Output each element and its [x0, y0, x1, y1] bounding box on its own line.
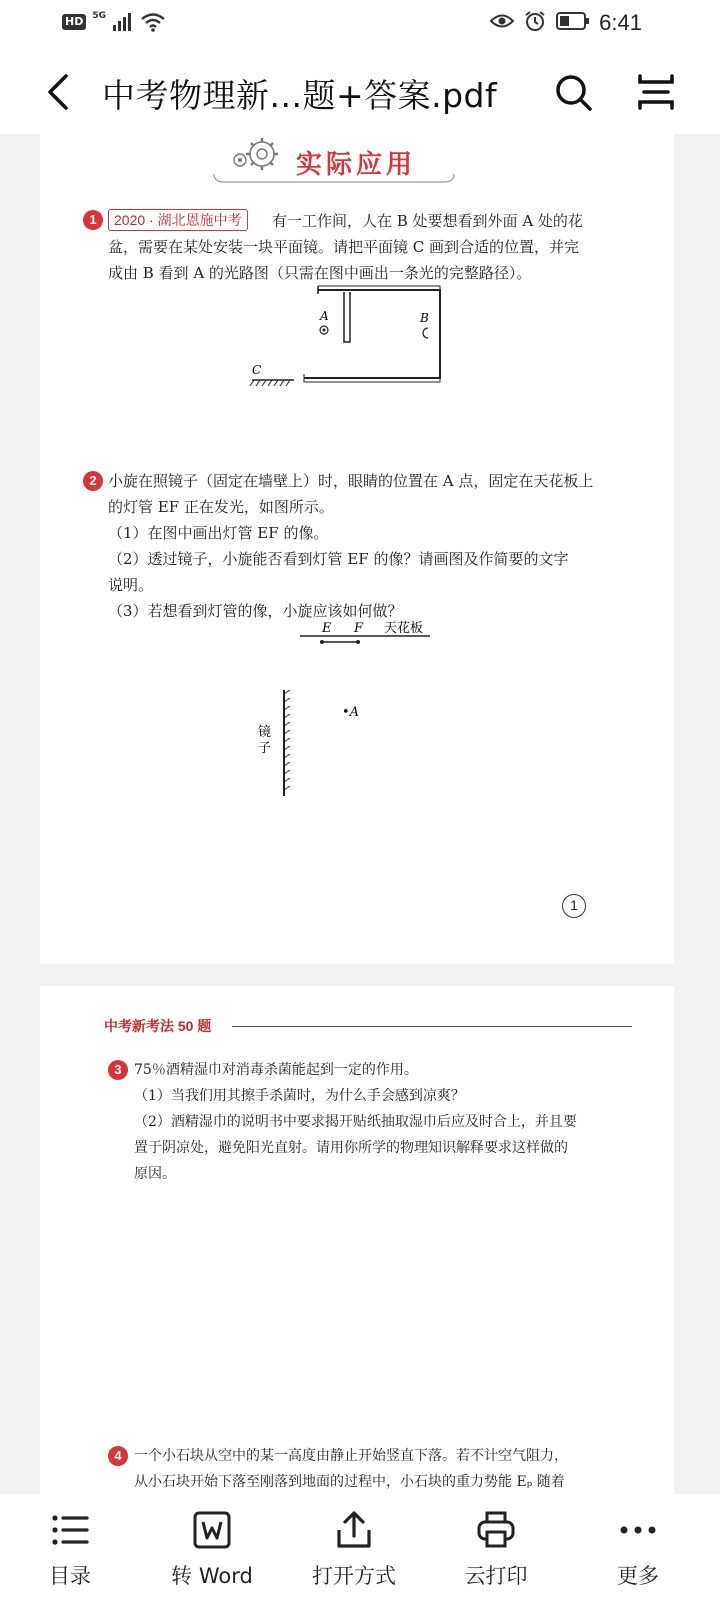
status-time: 6:41 [599, 10, 642, 35]
back-button[interactable] [40, 70, 80, 114]
pdf-page-1 [40, 134, 674, 964]
word-convert-icon [192, 1510, 232, 1550]
question-2-line-5: 说明。 [108, 576, 154, 594]
figure-label-eye-a: •A [342, 705, 360, 720]
figure-label-b: B [420, 311, 429, 325]
toolbar-convert-word-button[interactable] [152, 1494, 272, 1600]
question-2-line-4: （2）透过镜子，小旋能否看到灯管 EF 的像？请画图及作简要的文字 [108, 550, 569, 568]
question-3-line-4: 置于阴凉处，避免阳光直射。请用你所学的物理知识解释要求这样做的 [134, 1140, 568, 1156]
toolbar-contents-button[interactable] [10, 1494, 130, 1600]
question-2-line-3: （1）在图中画出灯管 EF 的像。 [108, 524, 329, 542]
toolbar-open-with-label: 打开方式 [312, 1564, 396, 1588]
question-4-line-1: 一个小石块从空中的某一高度由静止开始竖直下落。若不计空气阻力， [134, 1448, 568, 1464]
list-icon [50, 1510, 90, 1550]
question-1-figure [240, 282, 450, 392]
wifi-icon [140, 12, 166, 32]
figure-label-ceiling: 天花板 [384, 621, 424, 636]
status-right [490, 10, 590, 32]
figure-label-mirror-top: 镜 [258, 725, 272, 740]
series-title: 中考新考法 50 题 [104, 1018, 212, 1034]
question-1-line-3: 成由 B 看到 A 的光路图（只需在图中画出一条光的完整路径）。 [108, 264, 532, 282]
status-left [62, 12, 166, 32]
question-2-figure [250, 614, 450, 804]
toolbar-cloud-print-label: 云打印 [464, 1564, 528, 1588]
search-icon[interactable] [553, 72, 593, 112]
question-4-line-2: 从小石块开始下落至刚落到地面的过程中，小石块的重力势能 Eₚ 随着 [134, 1474, 565, 1490]
toolbar-cloud-print-button[interactable] [436, 1494, 556, 1600]
hd-badge: HD [62, 14, 86, 30]
toolbar-more-button[interactable] [578, 1494, 698, 1600]
question-3-line-2: （1）当我们用其擦手杀菌时，为什么手会感到凉爽？ [134, 1088, 465, 1104]
alarm-icon [524, 10, 546, 32]
toolbar-convert-word-label: 转 Word [171, 1564, 253, 1588]
figure-label-a: A [320, 309, 329, 323]
network-type: 5G [92, 11, 106, 21]
question-2-line-2: 的灯管 EF 正在发光，如图所示。 [108, 498, 334, 516]
status-bar [0, 0, 720, 50]
gear-icon [234, 138, 278, 170]
document-title: 中考物理新...题+答案.pdf [102, 76, 498, 115]
page-number: 1 [562, 894, 586, 918]
question-number-3: 3 [108, 1060, 128, 1080]
pdf-viewer[interactable] [0, 134, 720, 1494]
app-bar [0, 50, 720, 134]
eye-icon [490, 12, 514, 30]
toolbar-contents-label: 目录 [49, 1564, 91, 1588]
figure-label-e: E [322, 621, 332, 636]
figure-label-c: C [252, 363, 262, 377]
question-number-4: 4 [108, 1446, 128, 1466]
toolbar-more-label: 更多 [617, 1564, 659, 1588]
question-3-line-1: 75％酒精湿巾对消毒杀菌能起到一定的作用。 [134, 1062, 418, 1078]
bottom-toolbar [0, 1494, 720, 1600]
question-3-line-3: （2）酒精湿巾的说明书中要求揭开贴纸抽取湿巾后应及时合上，并且要 [134, 1114, 577, 1130]
series-rule [232, 1026, 632, 1027]
question-1-line-2: 盆，需要在某处安装一块平面镜。请把平面镜 C 画到合适的位置，并完 [108, 238, 580, 256]
figure-label-mirror-bottom: 子 [258, 741, 272, 756]
toolbar-open-with-button[interactable] [294, 1494, 414, 1600]
question-source-tag: 2020 · 湖北恩施中考 [108, 209, 248, 231]
battery-icon [556, 11, 590, 31]
question-3-line-5: 原因。 [134, 1166, 176, 1182]
question-number-2: 2 [83, 471, 103, 491]
signal-icon [112, 13, 134, 31]
more-icon [618, 1510, 658, 1550]
view-mode-icon[interactable] [636, 72, 676, 112]
pdf-page-2 [40, 986, 674, 1494]
section-title: 实际应用 [296, 150, 417, 180]
question-1-line-1: 有一工作间，人在 B 处要想看到外面 A 处的花 [272, 212, 583, 230]
printer-icon [476, 1510, 516, 1550]
figure-label-f: F [354, 621, 364, 636]
question-number-1: 1 [83, 210, 103, 230]
share-icon [334, 1510, 374, 1550]
question-2-line-6: （3）若想看到灯管的像，小旋应该如何做？ [108, 602, 403, 620]
question-2-line-1: 小旋在照镜子（固定在墙壁上）时，眼睛的位置在 A 点，固定在天花板上 [108, 472, 594, 490]
